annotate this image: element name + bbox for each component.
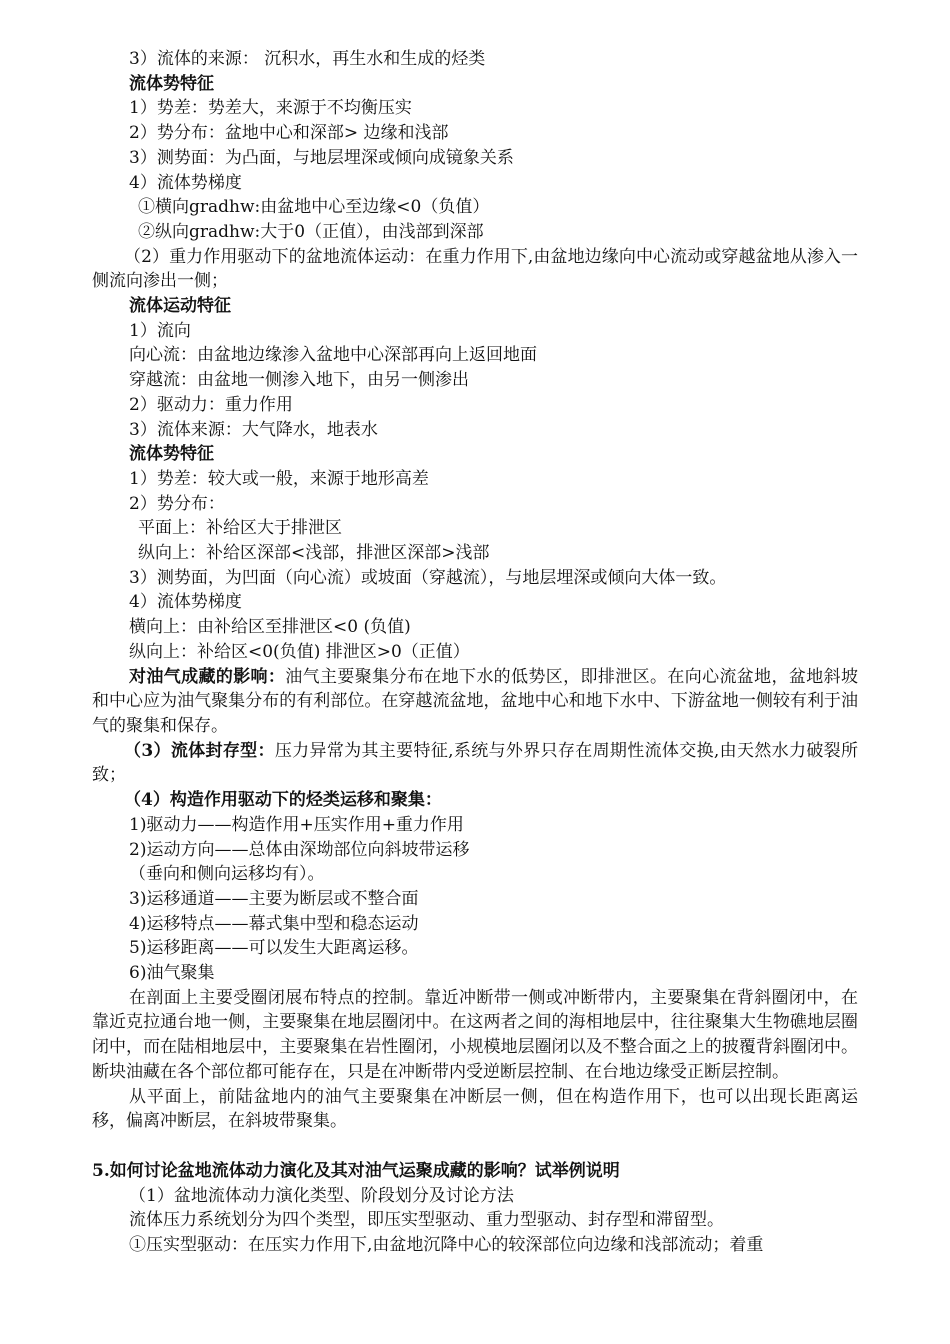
text-line: ①横向gradhw:由盆地中心至边缘<0（负值） (138, 197, 490, 218)
text-line: 2）势分布： (129, 493, 225, 514)
paragraph-lead: 对油气成藏的影响： (129, 666, 286, 687)
text-line: （垂向和侧向运移均有）。 (129, 864, 325, 885)
text-line: 3)运移通道——主要为断层或不整合面 (129, 888, 419, 909)
paragraph: 在剖面上主要受圈闭展布特点的控制。靠近冲断带一侧或冲断带内，主要聚集在背斜圈闭中，在靠近克拉通台地一侧，主要聚集在地层圈闭中。在这两者之间的海相地层中，往往聚集大生物礁地层圈闭中，而在陆相地层中，主要聚集在岩性圈闭，小规模地层圈闭以及不整合面之上的披覆背斜圈闭中。断块油藏在各个部位都可能存在，只是在冲断带内受逆断层控制、在台地边缘受正断层控制。 (92, 987, 858, 1082)
text-line: 横向上：由补给区至排泄区<0 (负值) (129, 617, 411, 638)
text-line: 平面上：补给区大于排泄区 (138, 518, 342, 539)
text-line: 6)油气聚集 (129, 963, 215, 984)
section-heading: （4）构造作用驱动下的烃类运移和聚集： (124, 790, 442, 811)
blank-line (92, 1134, 858, 1159)
text-line: 1)驱动力——构造作用+压实作用+重力作用 (129, 814, 464, 835)
paragraph (92, 739, 858, 788)
text-line: 2)运动方向——总体由深坳部位向斜坡带运移 (129, 839, 470, 860)
text-line: 3）流体来源：大气降水，地表水 (129, 419, 378, 440)
text-line: 1）流向 (129, 320, 191, 341)
paragraph-body: 油气主要聚集分布在地下水的低势区，即排泄区。在向心流盆地，盆地斜坡和中心应为油气聚集分布的有利部位。在穿越流盆地，盆地中心和地下水中、下游盆地一侧较有利于油气的聚集和保存。 (92, 666, 859, 736)
text-line: 1）势差：势差大，来源于不均衡压实 (129, 98, 412, 119)
text-line: 5)运移距离——可以发生大距离运移。 (129, 938, 419, 959)
question-heading: 5.如何讨论盆地流体动力演化及其对油气运聚成藏的影响？试举例说明 (92, 1160, 620, 1181)
text-line: 1）势差：较大或一般，来源于地形高差 (129, 468, 429, 489)
paragraph: 从平面上，前陆盆地内的油气主要聚集在冲断层一侧，但在构造作用下，也可以出现长距离运移，偏离冲断层，在斜坡带聚集。 (92, 1086, 858, 1132)
text-line: 2）驱动力：重力作用 (129, 394, 293, 415)
section-heading: 流体势特征 (129, 73, 214, 94)
text-line: （1）盆地流体动力演化类型、阶段划分及讨论方法 (129, 1185, 514, 1206)
paragraph (92, 665, 858, 739)
paragraph: （2）重力作用驱动下的盆地流体运动：在重力作用下,由盆地边缘向中心流动或穿越盆地从渗入一侧流向渗出一侧； (92, 246, 858, 292)
text-line: ②纵向gradhw:大于0（正值），由浅部到深部 (138, 221, 484, 242)
section-heading: 流体运动特征 (129, 296, 231, 317)
paragraph-body: 压力异常为其主要特征,系统与外界只存在周期性流体交换,由天然水力破裂所致； (92, 740, 858, 786)
text-line: 纵向上：补给区深部<浅部，排泄区深部>浅部 (138, 543, 490, 564)
section-heading: 流体势特征 (129, 444, 214, 465)
text-line: 穿越流：由盆地一侧渗入地下，由另一侧渗出 (129, 370, 469, 391)
text-line: 4)运移特点——幕式集中型和稳态运动 (129, 913, 419, 934)
text-line: 2）势分布：盆地中心和深部> 边缘和浅部 (129, 123, 449, 144)
text-line: ①压实型驱动：在压实力作用下,由盆地沉降中心的较深部位向边缘和浅部流动；着重 (129, 1235, 764, 1256)
text-line: 向心流：由盆地边缘渗入盆地中心深部再向上返回地面 (129, 345, 537, 366)
text-line: 4）流体势梯度 (129, 172, 242, 193)
text-line: 3）测势面：为凸面，与地层埋深或倾向成镜象关系 (129, 147, 514, 168)
text-line: 流体压力系统划分为四个类型，即压实型驱动、重力型驱动、封存型和滞留型。 (129, 1210, 724, 1231)
text-line: 3）流体的来源： 沉积水，再生水和生成的烃类 (129, 49, 486, 69)
text-line: 纵向上：补给区<0(负值) 排泄区>0（正值） (129, 641, 470, 662)
text-line: 3）测势面，为凹面（向心流）或坡面（穿越流），与地层埋深或倾向大体一致。 (129, 567, 727, 588)
text-line: 4）流体势梯度 (129, 592, 242, 613)
paragraph-lead: （3）流体封存型： (124, 740, 275, 761)
